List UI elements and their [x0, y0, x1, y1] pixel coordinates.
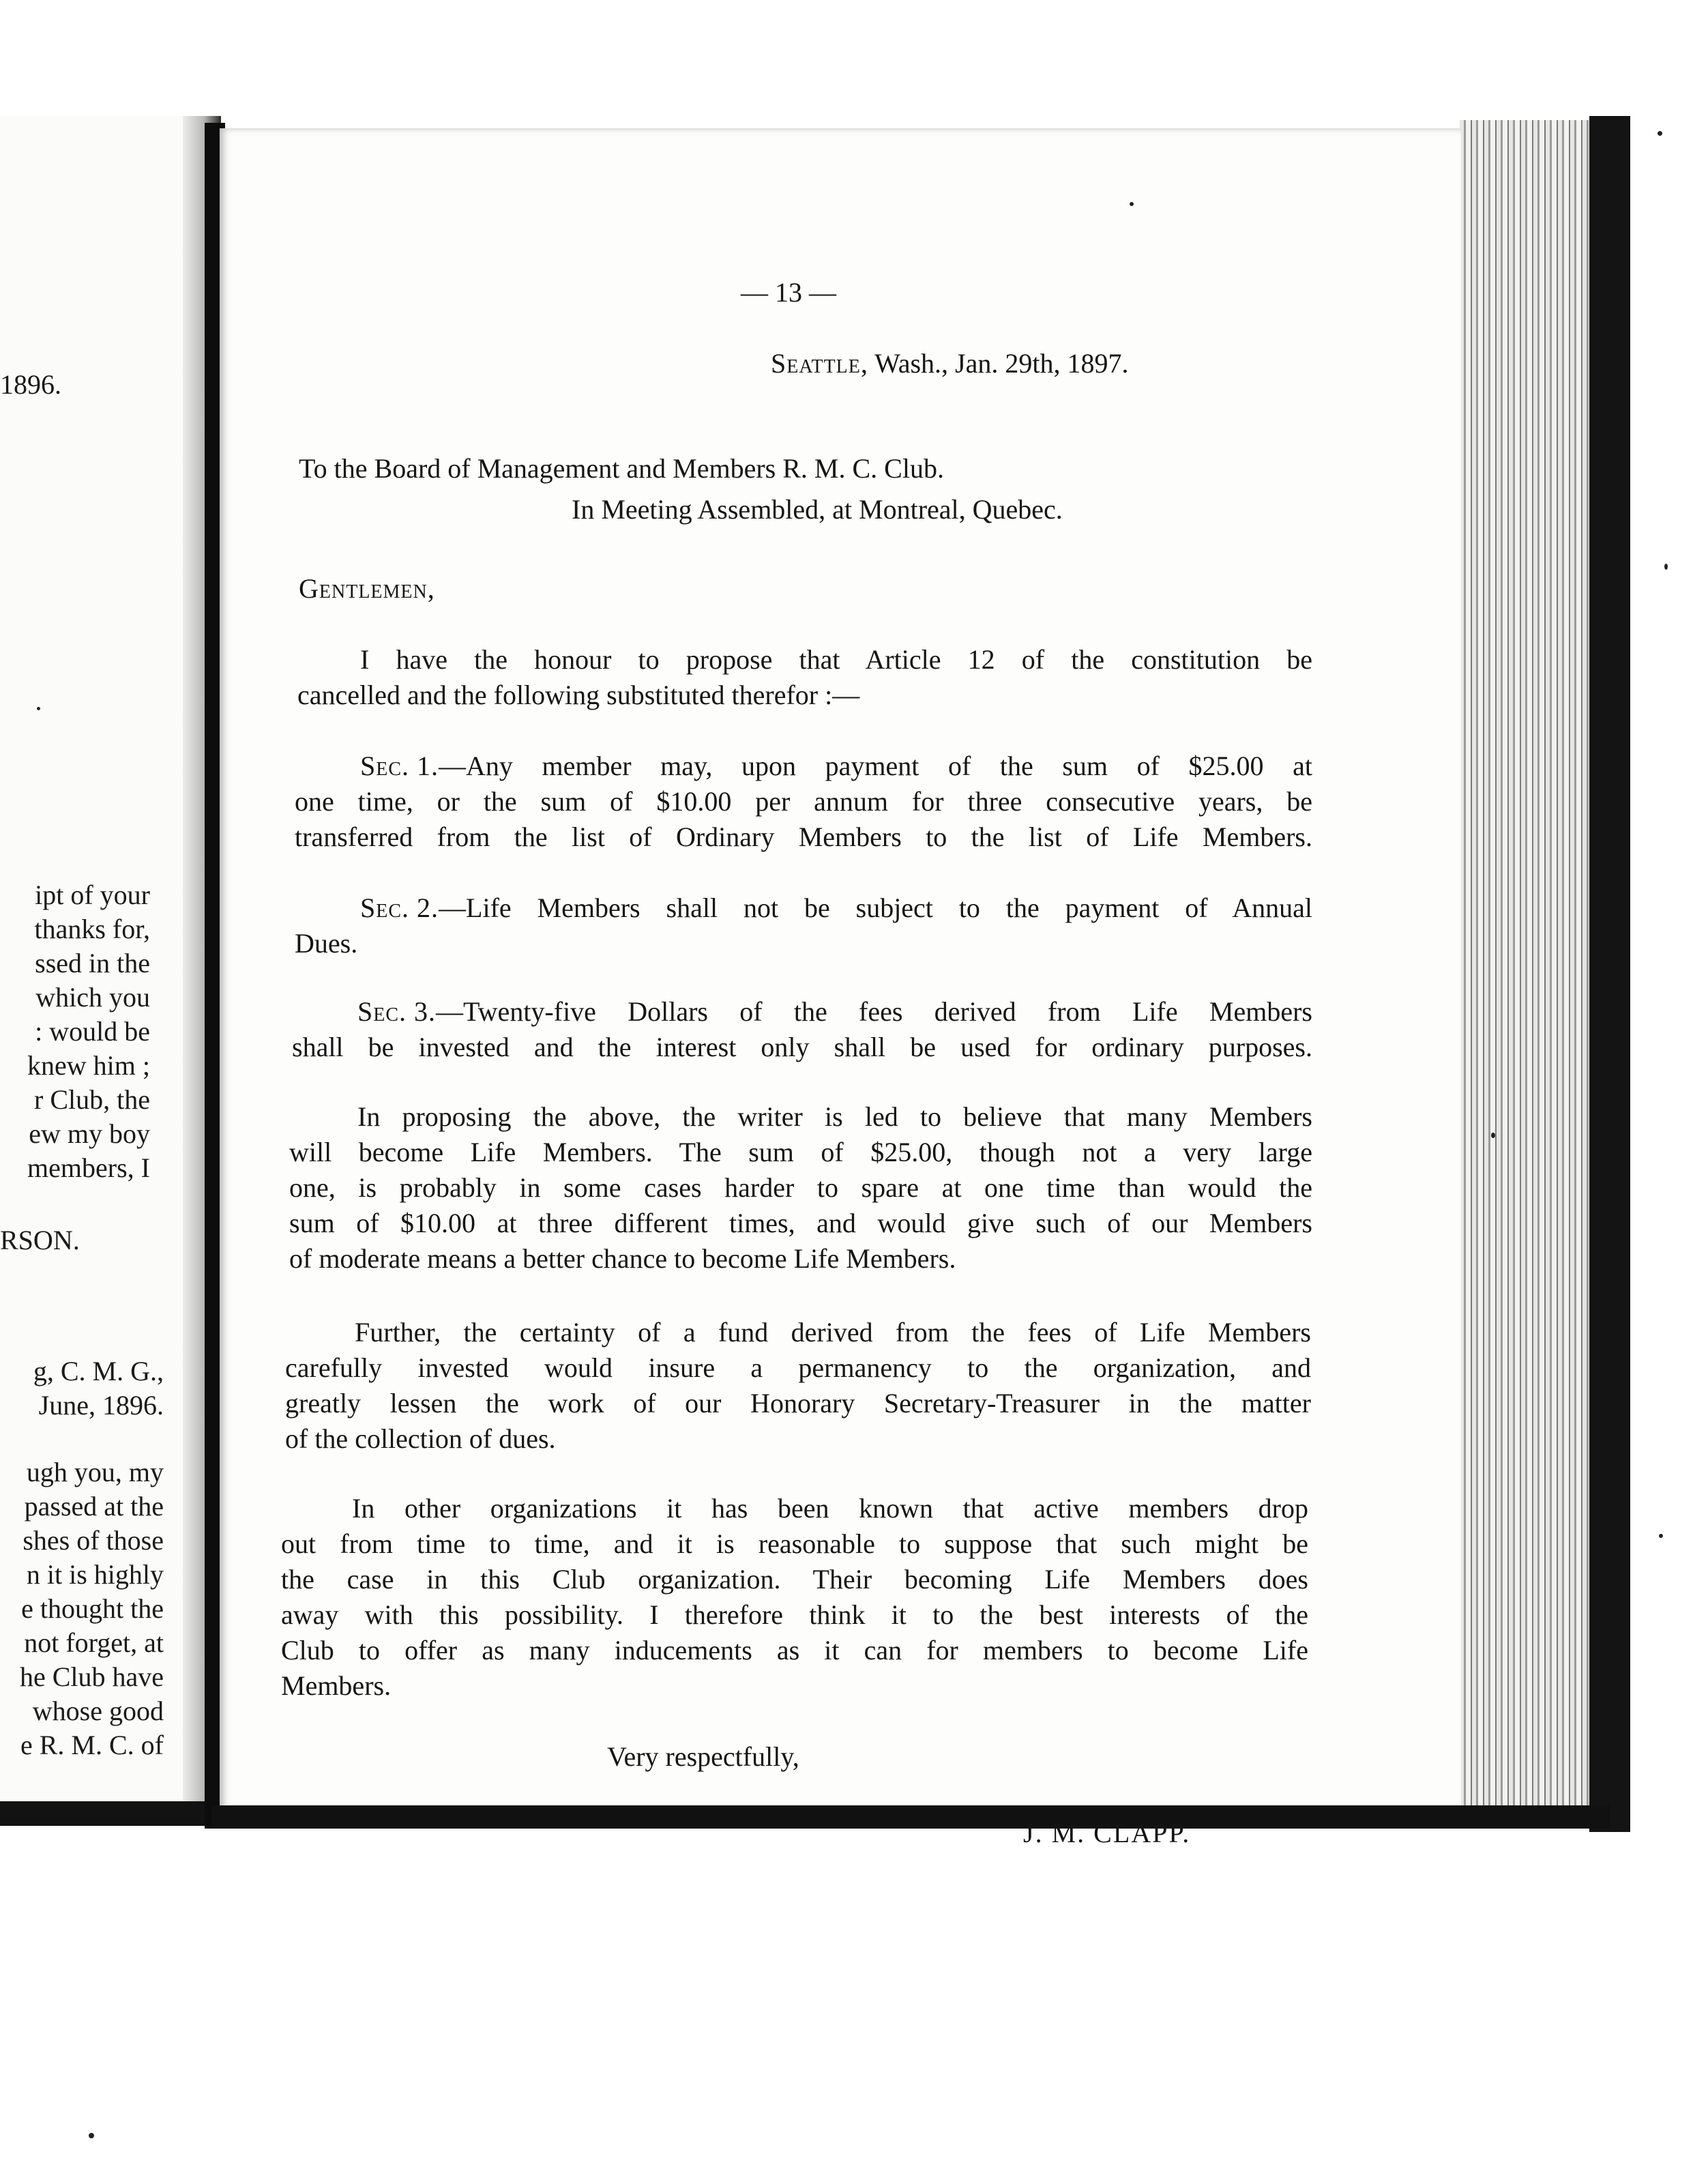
closing: Very respectfully, — [607, 1741, 799, 1772]
left-page-bottom-edge — [0, 1801, 218, 1826]
other-line: Members. — [281, 1670, 392, 1701]
left-page-line: he Club have — [19, 1661, 164, 1692]
further-line: Further, the certainty of a fund derived from the fees of Life Members — [355, 1317, 1311, 1348]
left-page-line: e R. M. C. of — [20, 1730, 164, 1760]
left-page-line: : would be — [35, 1016, 150, 1047]
left-page-line: ugh you, my — [26, 1457, 164, 1487]
page-block-dark-edge — [1589, 116, 1630, 1832]
proposing-line: of moderate means a better chance to become Life Members. — [289, 1243, 956, 1274]
page-number: — 13 — — [741, 277, 836, 308]
sec1-text: —Any member may, upon payment of the sum of $25.00 at — [439, 751, 1312, 781]
dust-speck — [89, 2133, 94, 2138]
left-page-line: not forget, at — [24, 1627, 164, 1658]
further-line: greatly lessen the work of our Honorary Secretary-Treasurer in the matter — [285, 1388, 1311, 1419]
left-page-line: which you — [35, 982, 150, 1013]
sec1-label: Sec. 1. — [360, 751, 439, 781]
intro-line: I have the honour to propose that Article 12 of the constitution be — [360, 644, 1312, 675]
dust-speck — [37, 707, 40, 710]
sec1-first-line — [360, 749, 1312, 783]
proposing-line: In proposing the above, the writer is led to believe that many Members — [357, 1101, 1312, 1132]
dust-speck — [1658, 131, 1662, 136]
left-page-line: whose good — [32, 1696, 164, 1726]
left-page-line: thanks for, — [34, 914, 150, 944]
dust-speck — [1491, 1133, 1495, 1138]
other-line: out from time to time, and it is reasonable to suppose that such might be — [281, 1528, 1308, 1559]
left-page-line: n it is highly — [26, 1559, 164, 1590]
sec2-line: Dues. — [295, 928, 358, 959]
further-line: of the collection of dues. — [285, 1423, 556, 1454]
left-page-line: g, C. M. G., — [33, 1356, 164, 1386]
left-page-line: members, I — [27, 1152, 150, 1183]
left-facing-page — [0, 116, 205, 1815]
left-page-line: ew my boy — [29, 1118, 150, 1149]
left-page-line: passed at the — [24, 1491, 164, 1522]
left-page-line: e thought the — [21, 1593, 164, 1624]
signature: J. M. CLAPP. — [1023, 1818, 1191, 1848]
sec2-label: Sec. 2. — [360, 892, 439, 923]
left-page-line: June, 1896. — [38, 1390, 164, 1421]
left-page-line: ssed in the — [35, 948, 150, 978]
left-page-line: knew him ; — [27, 1050, 150, 1081]
sec3-first-line — [357, 995, 1312, 1029]
sec1-line: one time, or the sum of $10.00 per annum for three consecutive years, be — [295, 786, 1312, 817]
sec3-label: Sec. 3. — [357, 996, 437, 1027]
left-page-line: shes of those — [23, 1525, 164, 1556]
intro-line: cancelled and the following substituted therefor :— — [297, 680, 860, 710]
other-line: the case in this Club organization. Their becoming Life Members does — [281, 1564, 1308, 1595]
further-line: carefully invested would insure a permanency to the organization, and — [285, 1352, 1311, 1383]
proposing-line: one, is probably in some cases harder to spare at one time than would the — [289, 1172, 1312, 1203]
address-line-2: In Meeting Assembled, at Montreal, Quebec. — [572, 494, 1063, 525]
proposing-line: will become Life Members. The sum of $25.00, though not a very large — [289, 1137, 1312, 1167]
main-page-bottom-edge — [211, 1805, 1610, 1829]
salutation: Gentlemen, — [299, 573, 435, 604]
dust-speck — [1130, 202, 1134, 206]
dust-speck — [1664, 564, 1668, 570]
dateline-city: Seattle, — [771, 348, 868, 379]
sec3-line: shall be invested and the interest only shall be used for ordinary purposes. — [292, 1032, 1312, 1062]
dateline-date: Wash., Jan. 29th, 1897. — [874, 348, 1129, 379]
sec2-first-line — [360, 891, 1312, 925]
left-page-line: 1896. — [0, 369, 61, 400]
left-page-line: ipt of your — [35, 879, 150, 910]
left-page-line: RSON. — [0, 1225, 80, 1255]
sec1-line: transferred from the list of Ordinary Members to the list of Life Members. — [295, 821, 1312, 852]
other-line: In other organizations it has been known that active members drop — [352, 1493, 1308, 1524]
proposing-line: sum of $10.00 at three different times, and would give such of our Members — [289, 1208, 1312, 1238]
other-line: away with this possibility. I therefore think it to the best interests of the — [281, 1599, 1308, 1630]
dateline — [771, 347, 1128, 381]
left-page-line: r Club, the — [34, 1084, 150, 1115]
dust-speck — [1659, 1534, 1663, 1538]
address-line-1: To the Board of Management and Members R. M. C. Club. — [299, 453, 944, 484]
sec3-text: —Twenty-five Dollars of the fees derived from Life Members — [436, 996, 1312, 1027]
other-line: Club to offer as many inducements as it can for members to become Life — [281, 1635, 1308, 1666]
sec2-text: —Life Members shall not be subject to the payment of Annual — [439, 892, 1312, 923]
